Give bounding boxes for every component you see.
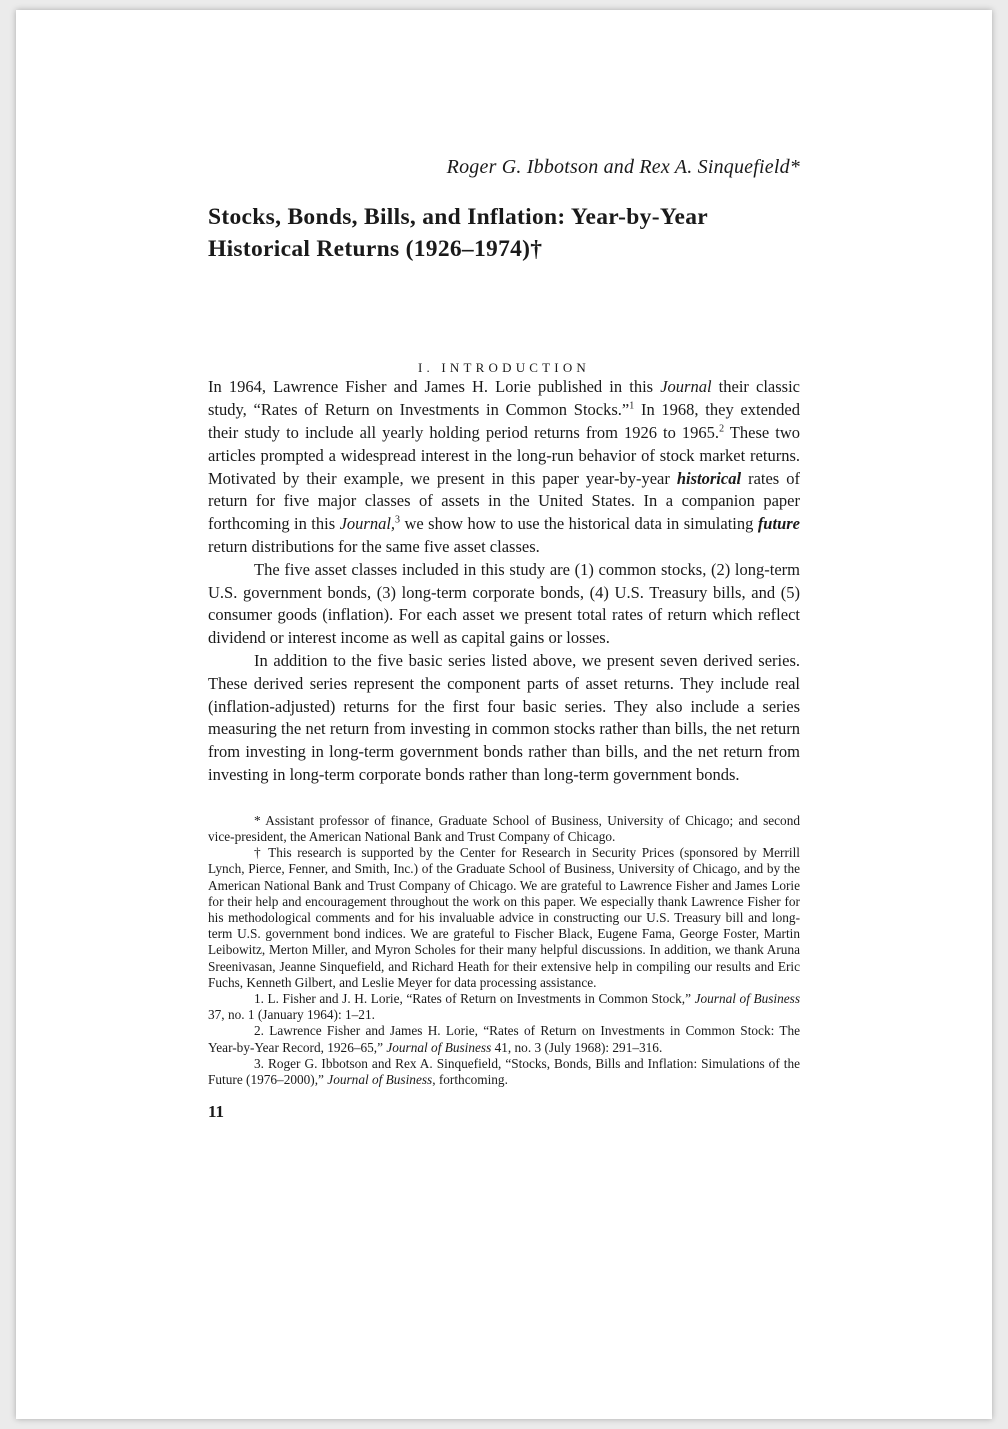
footnote-ref-2: 2 — [719, 423, 725, 435]
paragraph-2: The five asset classes included in this study are (1) common stocks, (2) long-term U.S. government bonds, (3) long-term corporate bonds, (4) U.S. Treasury bills, and (5) consumer goods (inflation). For each asset we present total rates of return which reflect dividend or interest income as well as capital gains or losses. — [208, 559, 800, 648]
p1-text-f: we show how to use the historical data in simulating — [400, 514, 758, 534]
footnote-1-text: 1. L. Fisher and J. H. Lorie, “Rates of Return on Investments in Common Stock,” — [254, 990, 695, 1006]
p1-text-d: These two articles prompted a widespread interest in the long-run behavior of stock market returns. Motivated by their example, we present in this paper year-by-year — [208, 422, 800, 488]
page-number: 11 — [208, 1102, 225, 1122]
p1-text-a: In 1964, Lawrence Fisher and James H. Lorie published in this — [208, 377, 661, 397]
footnote-ref-3: 3 — [395, 514, 401, 526]
p1-text-c: In 1968, they extended their study to include all yearly holding period returns from 1926 to 1965. — [208, 400, 800, 442]
footnotes — [208, 813, 800, 1088]
footnote-2 — [208, 1023, 800, 1055]
p1-emphasis-future: future — [757, 514, 800, 534]
footnote-2-journal: Journal of Business — [386, 1039, 492, 1055]
section-heading: I. INTRODUCTION — [417, 360, 591, 376]
p1-text-b: their classic study, “Rates of Return on Investments in Common Stocks.” — [208, 377, 800, 420]
paragraph-1 — [208, 376, 800, 558]
footnote-star: * Assistant professor of finance, Graduate School of Business, University of Chicago; and second vice-president, the American National Bank and Trust Company of Chicago. — [208, 812, 800, 844]
footnote-3-journal: Journal of Business — [327, 1071, 433, 1087]
footnote-2-tail: 41, no. 3 (July 1968): 291–316. — [491, 1039, 663, 1055]
footnote-2-text: 2. Lawrence Fisher and James H. Lorie, “Rates of Return on Investments in Common Stock: The Year-by-Year Record, 1926–65,” — [208, 1023, 800, 1055]
p1-journal-ref: Journal — [660, 377, 712, 397]
footnote-ref-1: 1 — [629, 400, 635, 412]
footnote-1 — [208, 991, 800, 1023]
paper-page — [16, 10, 992, 1419]
author-line: Roger G. Ibbotson and Rex A. Sinquefield* — [446, 156, 800, 178]
p1-emphasis-historical: historical — [676, 468, 742, 488]
title-line-2: Historical Returns (1926–1974)† — [208, 236, 543, 263]
article-title — [208, 201, 800, 265]
footnote-1-journal: Journal of Business — [694, 990, 800, 1006]
p1-journal-ref-2: Journal, — [339, 514, 396, 534]
footnote-3-text: 3. Roger G. Ibbotson and Rex A. Sinquefield, “Stocks, Bonds, Bills and Inflation: Simulations of the Future (1976–2000),” — [208, 1055, 800, 1087]
footnote-1-tail: 37, no. 1 (January 1964): 1–21. — [208, 1007, 375, 1023]
footnote-dagger: † This research is supported by the Center for Research in Security Prices (sponsored by Merrill Lynch, Pierce, Fenner, and Smith, Inc.) of the Graduate School of Business, University of Chicago, and by the American National Bank and Trust Company of Chicago. We are grateful to Lawrence Fisher and James Lorie for their help and encouragement throughout the work on this paper. We especially thank Lawrence Fisher for his methodological comments and for his invaluable advice in constructing our U.S. Treasury bill and long-term U.S. government bond indices. We are grateful to Fischer Black, Eugene Fama, George Foster, Martin Leibowitz, Merton Miller, and Myron Scholes for their many helpful discussions. In addition, we thank Aruna Sreenivasan, Jeanne Sinquefield, and Richard Heath for their extensive help in compiling our results and Eric Fuchs, Kenneth Gilbert, and Leslie Meyer for data processing assistance. — [208, 845, 800, 990]
title-line-1: Stocks, Bonds, Bills, and Inflation: Year-by-Year — [208, 204, 708, 230]
p1-text-g: return distributions for the same five asset classes. — [208, 536, 540, 556]
p1-text-e: rates of return for five major classes of assets in the United States. In a companion paper forthcoming in this — [208, 468, 800, 534]
body-text — [208, 376, 800, 786]
footnote-3 — [208, 1056, 800, 1088]
paragraph-3: In addition to the five basic series listed above, we present seven derived series. These derived series represent the component parts of asset returns. They include real (inflation-adjusted) returns for the first four basic series. They also include a series measuring the net return from investing in common stocks rather than bills, the net return from investing in long-term government bonds rather than bills, and the net return from investing in long-term corporate bonds rather than long-term government bonds. — [208, 650, 800, 784]
page-content — [208, 156, 800, 1122]
footnote-3-tail: , forthcoming. — [432, 1071, 508, 1087]
